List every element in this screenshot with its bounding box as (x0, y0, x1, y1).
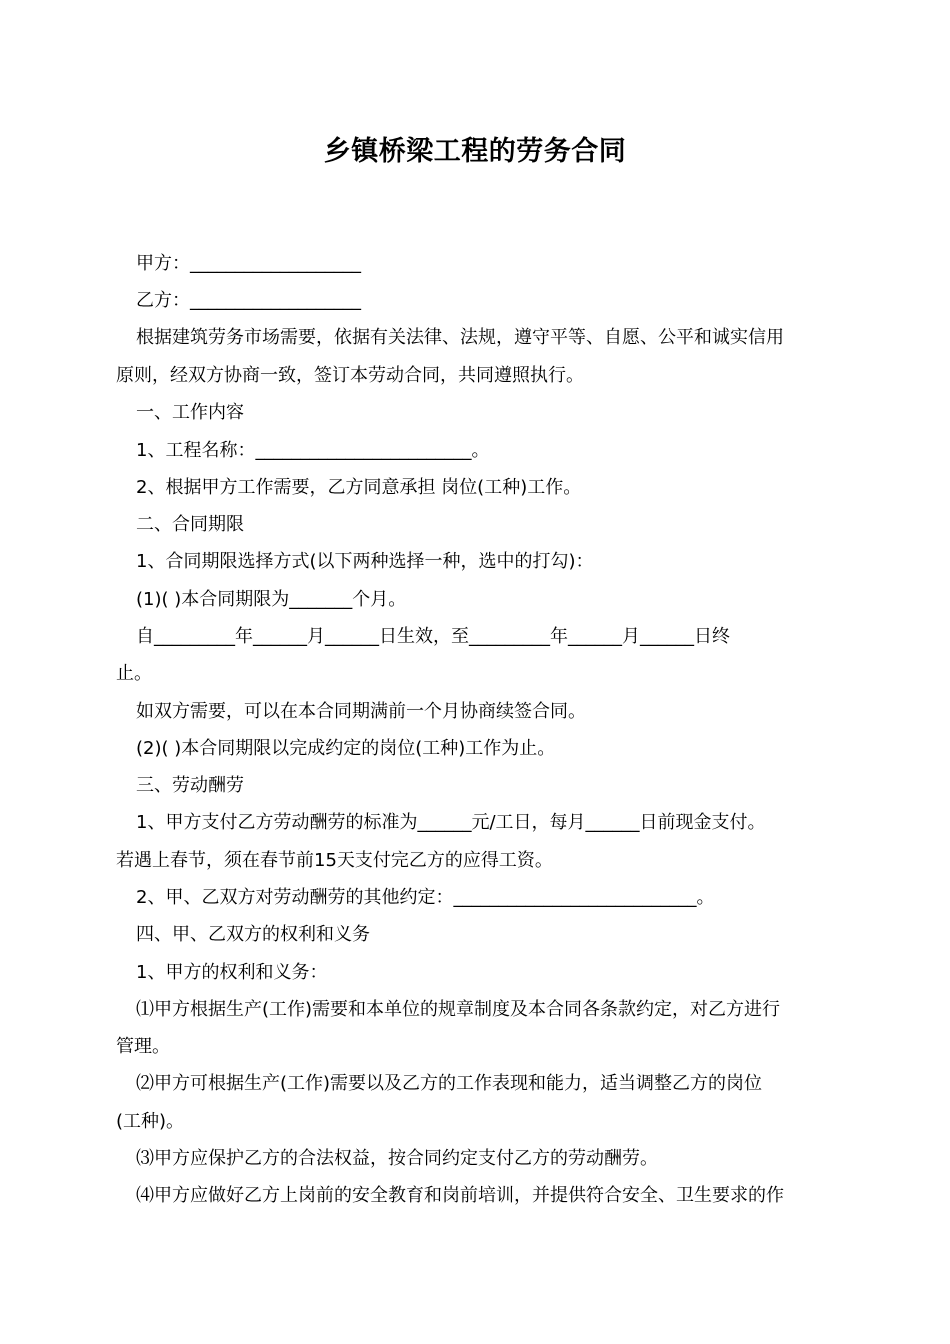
paragraph-line: (2)( )本合同期限以完成约定的岗位(工种)工作为止。 (136, 738, 556, 759)
paragraph-line: 1、甲方的权利和义务： (136, 962, 328, 983)
section-heading: 四、甲、乙双方的权利和义务 (136, 924, 370, 945)
paragraph-line: ⑶甲方应保护乙方的合法权益，按合同约定支付乙方的劳动酬劳。 (136, 1148, 658, 1169)
paragraph-line: 根据建筑劳务市场需要，依据有关法律、法规，遵守平等、自愿、公平和诚实信用 (136, 327, 784, 348)
paragraph-line: 原则，经双方协商一致，签订本劳动合同，共同遵照执行。 (116, 365, 584, 386)
party-b-line: 乙方：___________________ (136, 290, 361, 311)
paragraph-line: 止。 (116, 663, 152, 684)
paragraph-line: 1、工程名称：________________________。 (136, 440, 490, 461)
document-title: 乡镇桥梁工程的劳务合同 (323, 136, 627, 167)
paragraph-line: 1、合同期限选择方式(以下两种选择一种，选中的打勾)： (136, 551, 594, 572)
paragraph-line: 2、根据甲方工作需要，乙方同意承担 岗位(工种)工作。 (136, 477, 582, 498)
paragraph-line: 管理。 (116, 1036, 170, 1057)
paragraph-line: (1)( )本合同期限为_______个月。 (136, 589, 407, 610)
paragraph-line: 如双方需要，可以在本合同期满前一个月协商续签合同。 (136, 701, 586, 722)
paragraph-line: 1、甲方支付乙方劳动酬劳的标准为______元/工日，每月______日前现金支付。 (136, 812, 766, 833)
paragraph-line: 若遇上春节，须在春节前15天支付完乙方的应得工资。 (116, 850, 553, 871)
party-a-line: 甲方：___________________ (136, 253, 361, 274)
paragraph-line: ⑵甲方可根据生产(工作)需要以及乙方的工作表现和能力，适当调整乙方的岗位 (136, 1073, 763, 1094)
section-heading: 二、合同期限 (136, 514, 244, 535)
section-heading: 一、工作内容 (136, 402, 244, 423)
paragraph-line: 自_________年______月______日生效，至_________年______月______日终 (136, 626, 730, 647)
paragraph-line: ⑴甲方根据生产(工作)需要和本单位的规章制度及本合同各条款约定，对乙方进行 (136, 999, 781, 1020)
paragraph-line: ⑷甲方应做好乙方上岗前的安全教育和岗前培训，并提供符合安全、卫生要求的作 (136, 1185, 784, 1206)
paragraph-line: 2、甲、乙双方对劳动酬劳的其他约定：___________________________。 (136, 887, 715, 908)
section-heading: 三、劳动酬劳 (136, 775, 244, 796)
paragraph-line: (工种)。 (116, 1111, 185, 1132)
